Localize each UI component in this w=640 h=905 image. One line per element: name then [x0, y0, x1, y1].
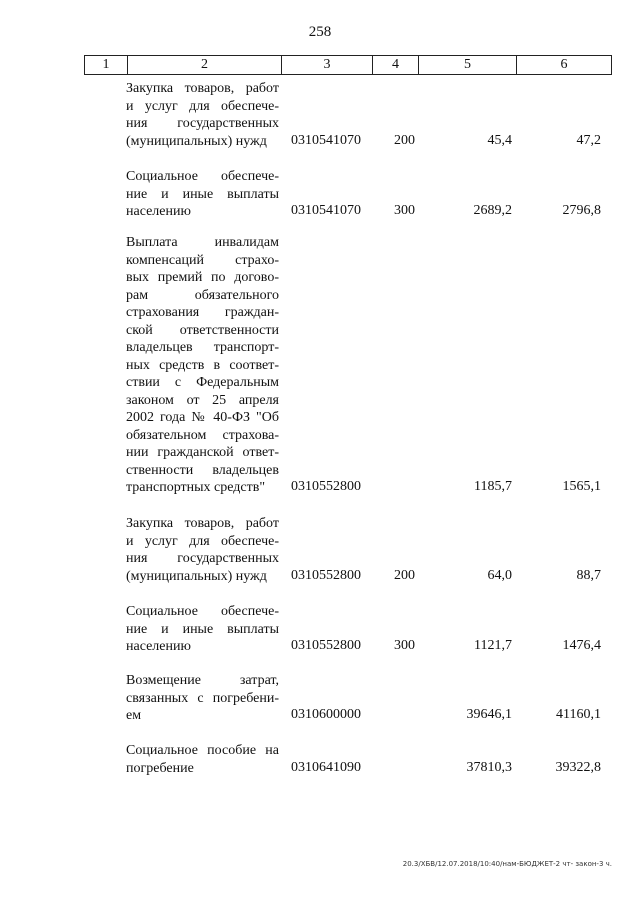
row-csr-code: 0310541070 [291, 203, 361, 218]
row-name-line: и услуг для обеспече- [126, 98, 279, 114]
row-value-2019: 64,0 [487, 567, 512, 583]
page-number: 258 [308, 24, 332, 40]
row-name-line: компенсаций страхо- [126, 252, 279, 268]
row-name-line: Закупка товаров, работ [126, 516, 279, 531]
row-name-line: ствии с Федеральным [126, 375, 279, 390]
row-csr-code: 0310641090 [291, 759, 361, 775]
row-name [126, 80, 279, 150]
row-name-line: рам обязательного [126, 287, 279, 303]
row-value-2020: 1476,4 [562, 638, 601, 653]
row-csr-code: 0310552800 [291, 479, 361, 494]
row-value-2019: 45,4 [487, 132, 512, 148]
row-value-2020: 88,7 [576, 567, 601, 583]
header-col-2: 2 [128, 56, 282, 74]
row-csr-code: 0310600000 [291, 707, 361, 722]
row-name-line: населению [126, 639, 191, 654]
row-value-2020: 1565,1 [562, 479, 601, 494]
row-name-line: ем [126, 708, 142, 723]
footer-stamp: 20.3/ХБВ/12.07.2018/10:40/нам-БЮДЖЕТ-2 чт- закон-3 ч. [402, 860, 612, 868]
row-name [126, 672, 279, 725]
row-vr-code: 200 [394, 567, 415, 583]
row-name-line: нии гражданской ответ- [126, 445, 279, 460]
row-name-line: населению [126, 204, 191, 219]
row-value-2020: 39322,8 [555, 759, 601, 775]
row-name-line: ния государственных [126, 116, 279, 131]
header-col-4: 4 [373, 56, 419, 74]
row-value-2019: 37810,3 [466, 759, 512, 775]
row-name-line: транспортных средств" [126, 480, 266, 495]
row-vr-code: 200 [394, 132, 415, 148]
row-name-line: Закупка товаров, работ [126, 81, 279, 96]
header-col-3: 3 [282, 56, 373, 74]
row-csr-code: 0310541070 [291, 132, 361, 148]
row-csr-code: 0310552800 [291, 567, 361, 583]
header-col-6: 6 [560, 57, 568, 72]
row-value-2020: 41160,1 [556, 707, 601, 722]
header-col-5: 5 [419, 56, 517, 74]
row-name-line: (муниципальных) нужд [126, 568, 267, 584]
row-value-2020: 2796,8 [562, 203, 601, 218]
row-name-line: ния государственных [126, 551, 279, 566]
row-name-line: Социальное обеспече- [126, 604, 279, 619]
row-name-line: погребение [126, 760, 194, 776]
row-name [126, 515, 279, 585]
row-name-line: 2002 года № 40-ФЗ "Об [126, 410, 279, 425]
row-name [126, 742, 279, 777]
row-value-2019: 2689,2 [473, 203, 512, 218]
row-name [126, 168, 279, 221]
row-name [126, 234, 279, 497]
row-name-line: Социальное обеспече- [126, 169, 279, 184]
row-name-line: ственности владельцев [126, 462, 279, 478]
row-name [126, 603, 279, 656]
row-value-2019: 1121,7 [474, 638, 512, 653]
row-csr-code: 0310552800 [291, 638, 361, 653]
row-name-line: Возмещение затрат, [126, 673, 279, 688]
row-name-line: ных средств в соответ- [126, 357, 279, 373]
row-value-2020: 47,2 [576, 132, 601, 148]
row-name-line: страхования граждан- [126, 305, 279, 320]
row-vr-code: 300 [394, 638, 415, 653]
row-name-line: ние и иные выплаты [126, 621, 279, 637]
row-name-line: обязательном страхова- [126, 427, 279, 443]
header-col-1: 1 [85, 56, 128, 74]
row-name-line: ние и иные выплаты [126, 186, 279, 202]
row-name-line: вых премий по догово- [126, 270, 279, 285]
row-value-2019: 1185,7 [474, 479, 512, 494]
row-name-line: (муниципальных) нужд [126, 133, 267, 149]
row-name-line: законом от 25 апреля [126, 392, 279, 408]
row-name-line: связанных с погребени- [126, 690, 279, 706]
row-name-line: владельцев транспорт- [126, 340, 279, 355]
row-name-line: Социальное пособие на [126, 743, 279, 758]
row-vr-code: 300 [394, 203, 415, 218]
row-name-line: ской ответственности [126, 322, 279, 338]
row-name-line: Выплата инвалидам [126, 235, 279, 250]
row-value-2019: 39646,1 [466, 707, 512, 722]
row-name-line: и услуг для обеспече- [126, 533, 279, 549]
table-header [84, 55, 612, 75]
